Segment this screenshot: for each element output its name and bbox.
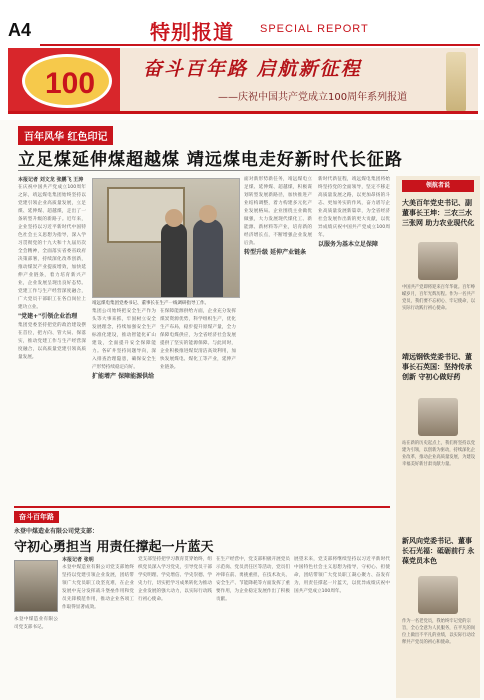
sidebar-item-body: 中国共产党即将迎来百年华诞。百年峥嵘岁月，百年光辉历程。作为一名共产党员，我们要不忘初心、牢记使命，以实际行动践行初心使命。 xyxy=(402,285,476,311)
sidebar-tag: 领航者说 xyxy=(402,180,474,192)
banner-slogan: 奋斗百年路 启航新征程 xyxy=(143,58,362,80)
portrait-photo xyxy=(418,576,458,614)
paragraph: 永登中煤造业有限公司党支部始终坚持以党建引领企业发展，团结带领广大党员职工攻坚克难，在企业发展中充分发挥战斗堡垒作用和党员先锋模范作用，推动企业各项工作取得显著成效。 xyxy=(62,565,134,610)
section-title-en: SPECIAL REPORT xyxy=(260,23,369,35)
badge-number: 100 xyxy=(44,67,96,100)
subheading: 转型升级 延伸产业链条 xyxy=(244,249,307,256)
story-column-2 xyxy=(92,308,156,500)
photo-caption: 永登中煤造业有限公司党支部书记。 xyxy=(14,617,58,630)
sidebar-item-title: 新风向党委书记、董事长石光福：砥砺前行 永葆党员本色 xyxy=(402,537,475,565)
paragraph: 面对新形势新任务，靖远煤电立足煤、延伸煤、超越煤，积极谋划转型发展新路径，加快推进产业结构调整，着力构建多元化产业发展格局。企业围绕主业做优做强，大力发展现代煤化工、新能源、新材料等产业，培育新的经济增长点，不断增强企业发展后劲。 xyxy=(244,177,312,246)
story-column-3 xyxy=(160,308,236,500)
story-kicker: 百年风华 红色印记 xyxy=(18,126,113,145)
subheading: 以服务为基本立足保障 xyxy=(318,241,379,248)
lower-lead: 永登中煤造业有限公司党支部： xyxy=(14,528,99,535)
paragraph: 在庆祝中国共产党成立100周年之际，靖远煤电集团始终坚持以党建引领企业高质量发展，立足煤、延伸煤、超越煤，走出了一条转型升级的新路子。近年来，企业坚持以习近平新时代中国特色社会主义思想为指导，深入学习贯彻党的十九大和十九届历次全会精神，全面落实省委省政府决策部署，持续深化改革创新，推动煤炭产业提质增效，加快延伸产业链条，着力培育新兴产业，企业发展呈现出良好态势。党建工作与生产经营深度融合，广大党员干部职工在各自岗位上建功立业。 xyxy=(18,185,86,310)
lower-column-2 xyxy=(62,556,134,698)
person-figure xyxy=(193,219,223,297)
portrait-photo xyxy=(418,398,458,436)
story-photo xyxy=(92,178,240,298)
paragraph: 展望未来，党支部将继续坚持以习近平新时代中国特色社会主义思想为指导，守初心、担使命，团结带领广大党员职工凝心聚力、奋发有为，用责任撑起一片蓝天，以优异成绩庆祝中国共产党成立100周年。 xyxy=(294,557,390,594)
section-title: 特别报道 xyxy=(150,20,234,44)
paragraph: 党支部坚持把学习教育贯穿始终，组织党员深入学习党史，引导党员干部学史明理、学史增信、学史崇德、学史力行，切实把学习成果转化为推动企业发展的强大动力，以实际行动践行初心使命。 xyxy=(138,557,212,602)
subheading: 扩能增产 保障能源供给 xyxy=(92,373,155,380)
sidebar-item-body: 作为一名老党员，我始终牢记党的宗旨，全心全意为人民服务，在平凡的岗位上做出不平凡的业绩，以实际行动诠释共产党员的初心和使命。 xyxy=(402,619,476,645)
story-column-4 xyxy=(244,176,312,500)
centenary-badge xyxy=(22,54,112,108)
lower-column-1 xyxy=(14,616,58,698)
story-column-5 xyxy=(318,176,390,500)
story-column-1 xyxy=(18,176,86,500)
portrait-photo xyxy=(418,242,458,280)
person-figure xyxy=(161,223,187,297)
paragraph: 新时代新征程，靖远煤电集团将始终坚持党的全面领导，坚定不移走高质量发展之路，以更加昂扬的斗志、更加务实的作风，奋力谱写企业高质量发展新篇章，为全省经济社会发展作出新的更大贡献，以优异成绩庆祝中国共产党成立100周年。 xyxy=(318,177,390,238)
banner-subtitle: ——庆祝中国共产党成立100周年系列报道 xyxy=(218,92,408,103)
story-headline: 立足煤延伸煤超越煤 靖远煤电走好新时代长征路 xyxy=(18,150,403,170)
lower-column-5 xyxy=(294,556,390,698)
subheading: "党建+"引领企业治理 xyxy=(18,313,78,320)
person-head xyxy=(199,205,217,223)
sidebar-item-title: 大美百年党史书记、副董事长王坤：三农三水三张网 助力农业现代化 xyxy=(402,199,475,227)
page-header xyxy=(0,0,484,120)
series-banner xyxy=(8,48,478,114)
paragraph: 在保障能源供给方面，企业充分发挥煤炭资源优势，科学组织生产，优化生产布局，稳步提升原煤产量，全力保障电煤供应，为全省经济社会发展提供了坚实的能源保障。与此同时，企业积极推进煤炭清洁高效利用，加快发展煤电、煤化工等产业，延伸产业链条。 xyxy=(160,309,236,370)
paragraph: 在生产经营中，党支部积极开展党员示范岗、党员责任区等活动，党员们冲锋在前、勇挑重担，在技术攻关、安全生产、节能降耗等方面发挥了重要作用，为企业稳定发展作出了积极贡献。 xyxy=(216,557,290,602)
header-rule xyxy=(40,44,480,46)
sidebar-item-title: 靖远钢铁党委书记、董事长石英国：坚持传承创新 守初心做好药 xyxy=(402,353,472,381)
monument-icon xyxy=(446,52,466,112)
page-number: A4 xyxy=(8,20,32,40)
portrait-photo xyxy=(14,560,58,612)
lower-headline: 守初心勇担当 用责任撑起一片蓝天 xyxy=(14,540,214,555)
lower-column-4 xyxy=(216,556,290,698)
section-rule xyxy=(14,506,390,508)
headline-rule xyxy=(18,170,388,171)
story-byline: 本报记者 刘文龙 张鹏飞 王涛 xyxy=(18,177,84,183)
paragraph: 集团公司始终把安全生产作为头等大事来抓，牢固树立安全发展理念，持续加强安全生产标准化建设，推动智能化矿山建设，全面提升安全保障能力。各矿井坚持问题导向，深入排查治理隐患，确保安全生产形势持续稳定向好。 xyxy=(92,309,156,370)
person-head xyxy=(165,209,183,227)
lower-byline: 本报记者 张明 xyxy=(62,557,94,563)
paragraph: 集团党委坚持把党的政治建设摆在首位，把方向、管大局、保落实，推动党建工作与生产经营深度融合，以高质量党建引领高质量发展。 xyxy=(18,323,86,360)
lower-kicker: 奋斗百年路 xyxy=(14,511,59,523)
photo-caption: 靖远煤电集团党委书记、董事长在生产一线调研指导工作。 xyxy=(92,301,209,306)
lower-column-3 xyxy=(138,556,212,698)
sidebar-panel xyxy=(396,176,480,698)
sidebar-item-body: 站在新的历史起点上，我们将坚持以党建为引领，以创新为驱动，持续深化企业改革，推动企业高质量发展，为建设幸福美好新甘肃贡献力量。 xyxy=(402,441,476,467)
